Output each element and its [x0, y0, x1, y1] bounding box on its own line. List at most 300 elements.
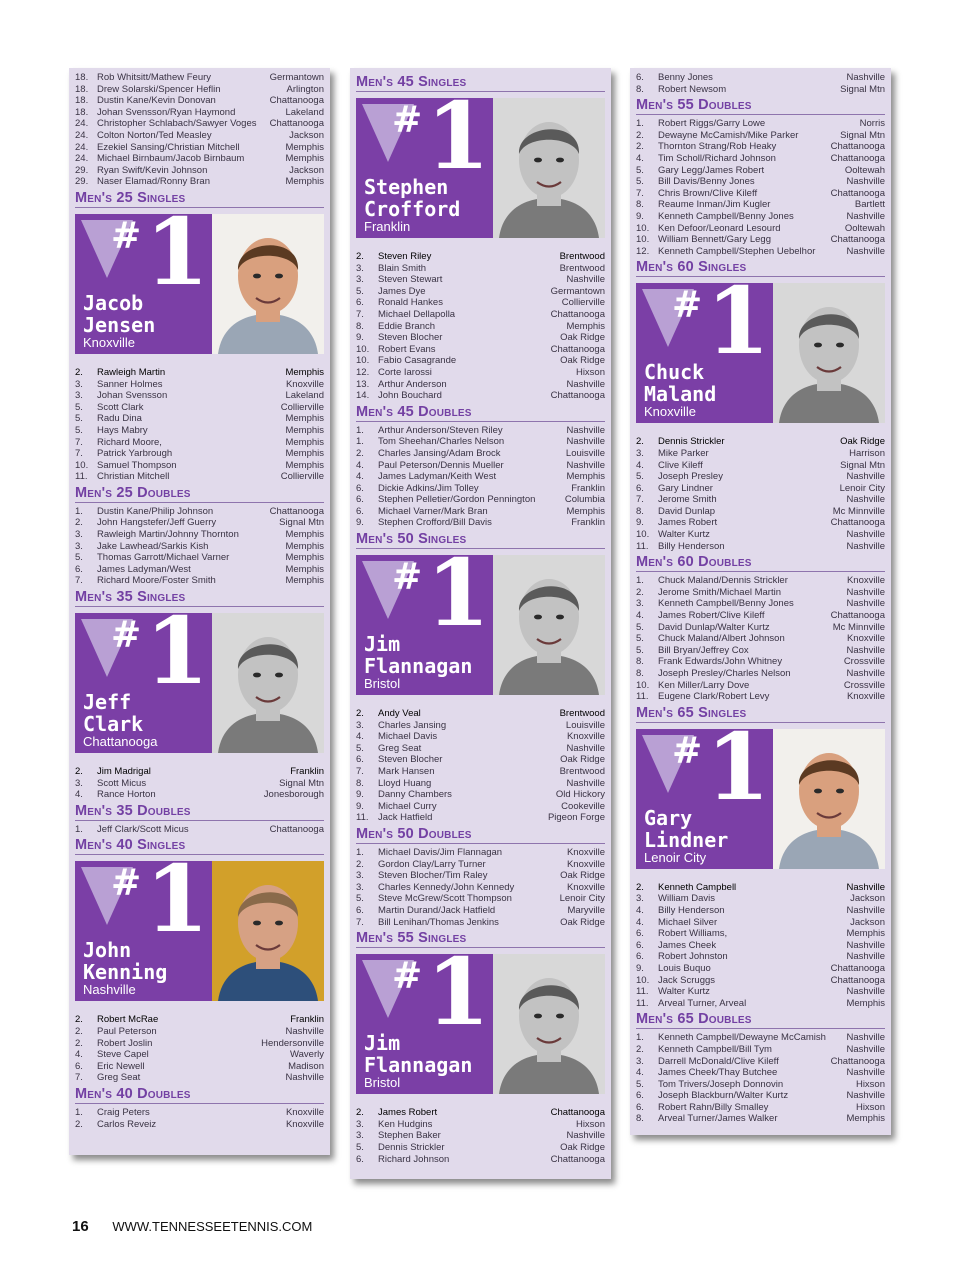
ranking-row	[75, 165, 324, 177]
ranking-row	[636, 1102, 885, 1114]
rank: 5.	[75, 401, 83, 413]
rank: 6.	[636, 72, 644, 83]
rank: 3.	[75, 777, 83, 789]
ranking-row	[356, 471, 605, 483]
player-city: Nashville	[566, 424, 605, 436]
player-name: Greg Seat	[97, 1072, 141, 1084]
player-city: Nashville	[846, 1043, 885, 1055]
player-city: Oak Ridge	[560, 332, 605, 344]
champion-first-name: Stephen	[364, 175, 449, 199]
number-one-hash: #	[111, 614, 142, 657]
ranking-row	[356, 1142, 605, 1154]
player-name: Sanner Holmes	[97, 378, 163, 390]
rank: 1.	[636, 118, 644, 130]
champion-first-name: Jeff	[83, 690, 132, 715]
player-city: Memphis	[285, 529, 324, 541]
ranking-row	[356, 448, 605, 460]
champion-card	[75, 613, 324, 753]
player-name: Andy Veal	[378, 708, 421, 720]
ranking-row	[75, 176, 324, 188]
ranking-row	[636, 587, 885, 599]
player-city: Chattanooga	[830, 974, 885, 986]
player-name: Gordon Clay/Larry Turner	[378, 858, 486, 870]
rank: 2.	[75, 1118, 83, 1130]
player-name: Jake Lawhead/Sarkis Kish	[97, 540, 209, 552]
player-name: Thomas Garrott/Michael Varner	[97, 552, 230, 564]
rank: 5.	[75, 413, 83, 425]
ranking-row	[636, 84, 885, 96]
player-city: Oak Ridge	[840, 436, 885, 448]
ranking-row	[356, 743, 605, 755]
player-city: Mc Minnville	[832, 621, 885, 633]
player-name: Michael Curry	[378, 800, 437, 812]
player-name: David Dunlap/Walter Kurtz	[658, 621, 770, 633]
player-name: Michael Dellapolla	[378, 308, 456, 320]
rank: 2.	[636, 129, 644, 141]
ranking-row	[75, 107, 324, 119]
ranking-row	[75, 1072, 324, 1084]
rank: 2.	[75, 366, 83, 378]
rank: 8.	[636, 83, 644, 95]
player-name: Robert Evans	[378, 343, 436, 355]
champion-last-name: Crofford	[364, 197, 461, 221]
division-header: Men's 60 Doubles	[636, 554, 752, 571]
player-name: Bill Davis/Benny Jones	[658, 176, 755, 188]
champion-card	[75, 861, 324, 1001]
player-name: Johan Svensson/Ryan Haymond	[97, 106, 236, 118]
ranking-row	[356, 1130, 605, 1142]
rank: 2.	[356, 708, 364, 720]
rank: 5.	[356, 1141, 364, 1153]
player-city: Memphis	[285, 176, 324, 188]
rank: 5.	[636, 621, 644, 633]
player-name: Arveal Turner, Arveal	[658, 997, 747, 1009]
ranking-row	[356, 731, 605, 743]
champion-name	[364, 1032, 472, 1076]
rank: 7.	[75, 1072, 83, 1084]
number-one-hash: #	[111, 862, 142, 905]
player-name: Johan Svensson	[97, 390, 168, 402]
rank: 10.	[75, 459, 89, 471]
ranking-row	[636, 917, 885, 929]
rank: 18.	[75, 106, 89, 118]
player-name: Billy Henderson	[658, 904, 725, 916]
rank: 3.	[75, 529, 83, 541]
number-one-digit: 1	[426, 555, 491, 648]
player-city: Nashville	[846, 951, 885, 963]
player-name: Steve Capel	[97, 1049, 149, 1061]
player-name: Michael Davis/Jim Flannagan	[378, 847, 503, 858]
champion-last-name: Maland	[644, 382, 717, 407]
rank: 6.	[356, 482, 364, 494]
player-name: Stephen Crofford/Bill Davis	[378, 517, 492, 529]
player-name: Clive Kileff	[658, 459, 703, 471]
rank: 6.	[356, 505, 364, 517]
rank: 12.	[356, 366, 370, 378]
player-name: Paul Peterson	[97, 1026, 157, 1037]
ranking-row	[356, 367, 605, 379]
ranking-row	[356, 483, 605, 495]
website-link[interactable]: WWW.TENNESSEETENNIS.COM	[112, 1219, 313, 1234]
player-city: Arlington	[286, 83, 324, 95]
player-city: Louisville	[565, 447, 605, 459]
ranking-row	[636, 234, 885, 246]
rank: 6.	[356, 297, 364, 309]
header-rule	[356, 548, 605, 549]
header-rule	[75, 820, 324, 821]
player-city: Memphis	[846, 997, 885, 1009]
player-city: Memphis	[285, 540, 324, 552]
rank: 3.	[356, 1130, 364, 1142]
champion-first-name: Jim	[364, 632, 401, 657]
player-name: Walter Kurtz	[658, 986, 710, 998]
rankings-column-middle	[350, 68, 611, 1179]
champion-name	[83, 691, 143, 735]
champion-name	[83, 292, 155, 336]
rank: 9.	[356, 789, 364, 801]
player-city: Nashville	[285, 1026, 324, 1037]
rank: 3.	[636, 598, 644, 610]
player-name: Dennis Strickler	[378, 1141, 445, 1153]
rank: 14.	[356, 390, 370, 402]
division-header: Men's 60 Singles	[636, 259, 747, 276]
ranking-row	[75, 564, 324, 576]
player-city: Brentwood	[559, 251, 605, 262]
player-city: Memphis	[285, 563, 324, 575]
player-name: Mike Parker	[658, 447, 709, 459]
rank: 2.	[636, 586, 644, 598]
rank: 1.	[75, 823, 83, 835]
player-name: Jim Madrigal	[97, 766, 151, 778]
player-name: Jack Scruggs	[658, 974, 716, 986]
ranking-row	[636, 622, 885, 634]
player-name: Dickie Adkins/Jim Tolley	[378, 482, 479, 494]
ranking-row	[75, 517, 324, 529]
rank: 9.	[356, 332, 364, 344]
player-city: Chattanooga	[830, 1055, 885, 1067]
champion-first-name: Chuck	[644, 360, 705, 385]
player-city: Chattanooga	[269, 823, 324, 835]
rank: 7.	[636, 187, 644, 199]
player-city: Oak Ridge	[560, 1141, 605, 1153]
player-name: Gary Lindner	[658, 482, 713, 494]
ranking-row	[636, 680, 885, 692]
header-rule	[75, 1103, 324, 1104]
player-name: Tom Trivers/Joseph Donnovin	[658, 1078, 784, 1090]
ranking-row	[636, 165, 885, 177]
ranking-row	[356, 321, 605, 333]
rank: 7.	[75, 575, 83, 587]
player-city: Hendersonville	[261, 1037, 324, 1049]
champion-city: Knoxville	[644, 404, 697, 420]
champion-last-name: Kenning	[83, 960, 168, 985]
division-header: Men's 45 Singles	[356, 74, 467, 90]
rank: 3.	[636, 893, 644, 905]
rank: 24.	[75, 141, 89, 153]
rank: 29.	[75, 164, 89, 176]
ranking-row	[636, 188, 885, 200]
ranking-row	[75, 541, 324, 553]
player-name: Steven Stewart	[378, 274, 443, 286]
ranking-row	[75, 575, 324, 587]
player-name: John Hangstefer/Jeff Guerry	[97, 517, 217, 529]
rank: 4.	[75, 1049, 83, 1061]
player-city: Memphis	[846, 1113, 885, 1125]
player-name: Rob Whitsitt/Mathew Feury	[97, 72, 212, 83]
rank: 11.	[75, 471, 88, 483]
champion-city: Franklin	[364, 219, 411, 234]
player-city: Chattanooga	[550, 308, 605, 320]
player-name: Robert Williams,	[658, 928, 728, 940]
player-city: Nashville	[846, 668, 885, 679]
rank: 18.	[75, 83, 89, 95]
ranking-row	[356, 882, 605, 894]
number-one-digit: 1	[706, 728, 771, 821]
player-name: Carlos Reveiz	[97, 1118, 157, 1130]
ranking-row	[636, 72, 885, 84]
player-city: Signal Mtn	[840, 129, 885, 141]
champion-card	[636, 283, 885, 423]
player-city: Chattanooga	[550, 343, 605, 355]
rank: 18.	[75, 95, 89, 107]
rank: 7.	[356, 766, 364, 778]
player-city: Cookeville	[561, 800, 605, 812]
ranking-row	[356, 754, 605, 766]
player-name: William Bennett/Gary Legg	[658, 234, 771, 246]
champion-name	[364, 633, 472, 677]
ranking-row	[75, 778, 324, 790]
player-city: Jackson	[850, 916, 885, 928]
division-header: Men's 35 Singles	[75, 589, 186, 606]
ranking-row	[75, 367, 324, 379]
rank: 6.	[356, 494, 364, 506]
player-name: David Dunlap	[658, 505, 716, 517]
player-city: Chattanooga	[550, 390, 605, 402]
player-city: Knoxville	[285, 1118, 324, 1130]
ranking-row	[636, 471, 885, 483]
ranking-row	[636, 541, 885, 553]
rank: 18.	[75, 72, 89, 83]
champion-city: Bristol	[364, 676, 401, 692]
rank: 5.	[356, 893, 364, 905]
rank: 4.	[636, 916, 644, 928]
rank: 5.	[75, 552, 83, 564]
player-city: Knoxville	[846, 633, 885, 645]
player-name: Kenneth Campbell/Stephen Uebelhor	[658, 245, 816, 257]
player-city: Nashville	[566, 777, 605, 789]
ranking-row	[356, 460, 605, 472]
player-city: Germantown	[550, 285, 605, 297]
player-name: Drew Solarski/Spencer Heflin	[97, 83, 221, 95]
player-name: James Dye	[378, 285, 426, 297]
rank: 7.	[356, 308, 364, 320]
ranking-row	[636, 656, 885, 668]
ranking-row	[636, 506, 885, 518]
ranking-row	[636, 882, 885, 894]
number-one-hash: #	[392, 556, 423, 599]
champion-card	[356, 954, 605, 1094]
player-city: Bartlett	[854, 199, 885, 211]
ranking-row	[356, 847, 605, 859]
player-name: Jerome Smith/Michael Martin	[658, 586, 782, 598]
player-city: Signal Mtn	[840, 459, 885, 471]
player-city: Nashville	[285, 1072, 324, 1084]
player-name: Richard Johnson	[378, 1153, 450, 1165]
player-name: James Ladyman/West	[97, 563, 191, 575]
number-one-digit: 1	[145, 613, 210, 706]
rank: 11.	[636, 997, 649, 1009]
rank: 10.	[356, 355, 370, 367]
rank: 8.	[636, 1113, 644, 1125]
ranking-row	[636, 1032, 885, 1044]
ranking-row	[356, 517, 605, 529]
player-name: Blain Smith	[378, 262, 427, 274]
ranking-row	[356, 801, 605, 813]
header-rule	[75, 207, 324, 208]
player-name: Gary Legg/James Robert	[658, 164, 765, 176]
rank: 2.	[356, 447, 364, 459]
champion-photo	[493, 555, 605, 695]
ranking-row	[356, 436, 605, 448]
ranking-row	[636, 141, 885, 153]
number-one-hash: #	[392, 99, 423, 141]
rank: 9.	[356, 800, 364, 812]
rank: 3.	[356, 719, 364, 731]
player-name: Kenneth Campbell/Benny Jones	[658, 210, 794, 222]
player-city: Chattanooga	[830, 152, 885, 164]
rank: 4.	[356, 731, 364, 743]
player-city: Nashville	[846, 1067, 885, 1079]
rank: 5.	[356, 742, 364, 754]
ranking-row	[75, 84, 324, 96]
rank: 1.	[75, 1106, 83, 1118]
champion-last-name: Clark	[83, 712, 144, 737]
player-city: Signal Mtn	[840, 83, 885, 95]
player-city: Franklin	[290, 1014, 324, 1026]
player-name: Christian Mitchell	[97, 471, 170, 483]
rank: 5.	[636, 176, 644, 188]
player-city: Memphis	[285, 448, 324, 460]
ranking-row	[75, 529, 324, 541]
player-city: Nashville	[566, 459, 605, 471]
player-name: Dennis Strickler	[658, 436, 725, 448]
player-name: Rance Horton	[97, 789, 156, 801]
player-city: Chattanooga	[830, 610, 885, 622]
player-city: Nashville	[846, 1090, 885, 1102]
rank: 6.	[636, 939, 644, 951]
rank: 4.	[636, 1067, 644, 1079]
division-header: Men's 55 Doubles	[636, 97, 752, 114]
player-city: Nashville	[846, 586, 885, 598]
player-name: Billy Henderson	[658, 540, 725, 552]
player-city: Knoxville	[846, 691, 885, 703]
player-name: Eugene Clark/Robert Levy	[658, 691, 770, 703]
champion-photo	[212, 214, 324, 354]
rank: 2.	[75, 1026, 83, 1037]
player-city: Franklin	[571, 517, 605, 529]
rank: 10.	[636, 529, 650, 541]
player-name: Ezekiel Sansing/Christian Mitchell	[97, 141, 240, 153]
ranking-row	[356, 274, 605, 286]
rank: 5.	[356, 285, 364, 297]
ranking-row	[356, 332, 605, 344]
division-header: Men's 35 Doubles	[75, 802, 191, 819]
player-city: Memphis	[566, 505, 605, 517]
player-name: Arveal Turner/James Walker	[658, 1113, 778, 1125]
player-city: Oak Ridge	[560, 355, 605, 367]
ranking-row	[636, 1079, 885, 1091]
player-name: Richard Moore/Foster Smith	[97, 575, 216, 587]
champion-photo	[493, 98, 605, 238]
player-city: Knoxville	[566, 731, 605, 743]
player-city: Nashville	[846, 176, 885, 188]
rank: 24.	[75, 118, 89, 130]
rank: 8.	[636, 505, 644, 517]
player-city: Nashville	[566, 274, 605, 286]
rank: 7.	[75, 448, 83, 460]
player-city: Memphis	[285, 436, 324, 448]
player-name: Charles Jansing	[378, 719, 447, 731]
ranking-row	[75, 1107, 324, 1119]
rank: 24.	[75, 153, 89, 165]
player-name: Christopher Schlabach/Sawyer Voges	[97, 118, 257, 130]
ranking-row	[356, 893, 605, 905]
player-name: Steven Blocher	[378, 754, 443, 766]
player-name: Bill Lenihan/Thomas Jenkins	[378, 916, 499, 928]
header-rule	[356, 843, 605, 844]
rank: 8.	[636, 199, 644, 211]
ranking-row	[356, 789, 605, 801]
rank: 10.	[356, 343, 370, 355]
player-name: Michael Birnbaum/Jacob Birnbaum	[97, 153, 245, 165]
player-name: Fabio Casagrande	[378, 355, 457, 367]
player-city: Nashville	[846, 986, 885, 998]
rank: 2.	[636, 436, 644, 448]
rank: 6.	[636, 928, 644, 940]
rank: 4.	[636, 152, 644, 164]
rank: 2.	[75, 1037, 83, 1049]
ranking-row	[636, 998, 885, 1010]
player-name: Jack Hatfield	[378, 812, 433, 824]
player-name: Frank Edwards/John Whitney	[658, 656, 783, 668]
player-name: Bill Bryan/Jeffrey Cox	[658, 644, 749, 656]
player-city: Jackson	[289, 129, 324, 141]
rank: 6.	[75, 563, 83, 575]
player-city: Signal Mtn	[279, 777, 324, 789]
player-name: Hays Mabry	[97, 424, 148, 436]
rank: 4.	[75, 789, 83, 801]
rank: 5.	[75, 424, 83, 436]
player-city: Pigeon Forge	[547, 812, 605, 824]
ranking-row	[75, 552, 324, 564]
player-name: Ken Defoor/Leonard Lesourd	[658, 222, 781, 234]
player-name: Ryan Swift/Kevin Johnson	[97, 164, 208, 176]
number-one-hash: #	[111, 214, 142, 257]
player-city: Nashville	[566, 378, 605, 390]
player-city: Crossville	[843, 656, 885, 668]
player-name: Joseph Presley	[658, 471, 723, 483]
player-city: Knoxville	[566, 847, 605, 858]
player-name: Robert Joslin	[97, 1037, 153, 1049]
champion-first-name: Jacob	[83, 290, 144, 315]
ranking-row	[636, 223, 885, 235]
player-city: Lenoir City	[839, 482, 885, 494]
rank: 9.	[636, 962, 644, 974]
rank: 6.	[636, 951, 644, 963]
player-city: Harrison	[849, 447, 885, 459]
player-name: Kenneth Campbell/Dewayne McCamish	[658, 1032, 826, 1044]
rank: 7.	[636, 494, 644, 506]
